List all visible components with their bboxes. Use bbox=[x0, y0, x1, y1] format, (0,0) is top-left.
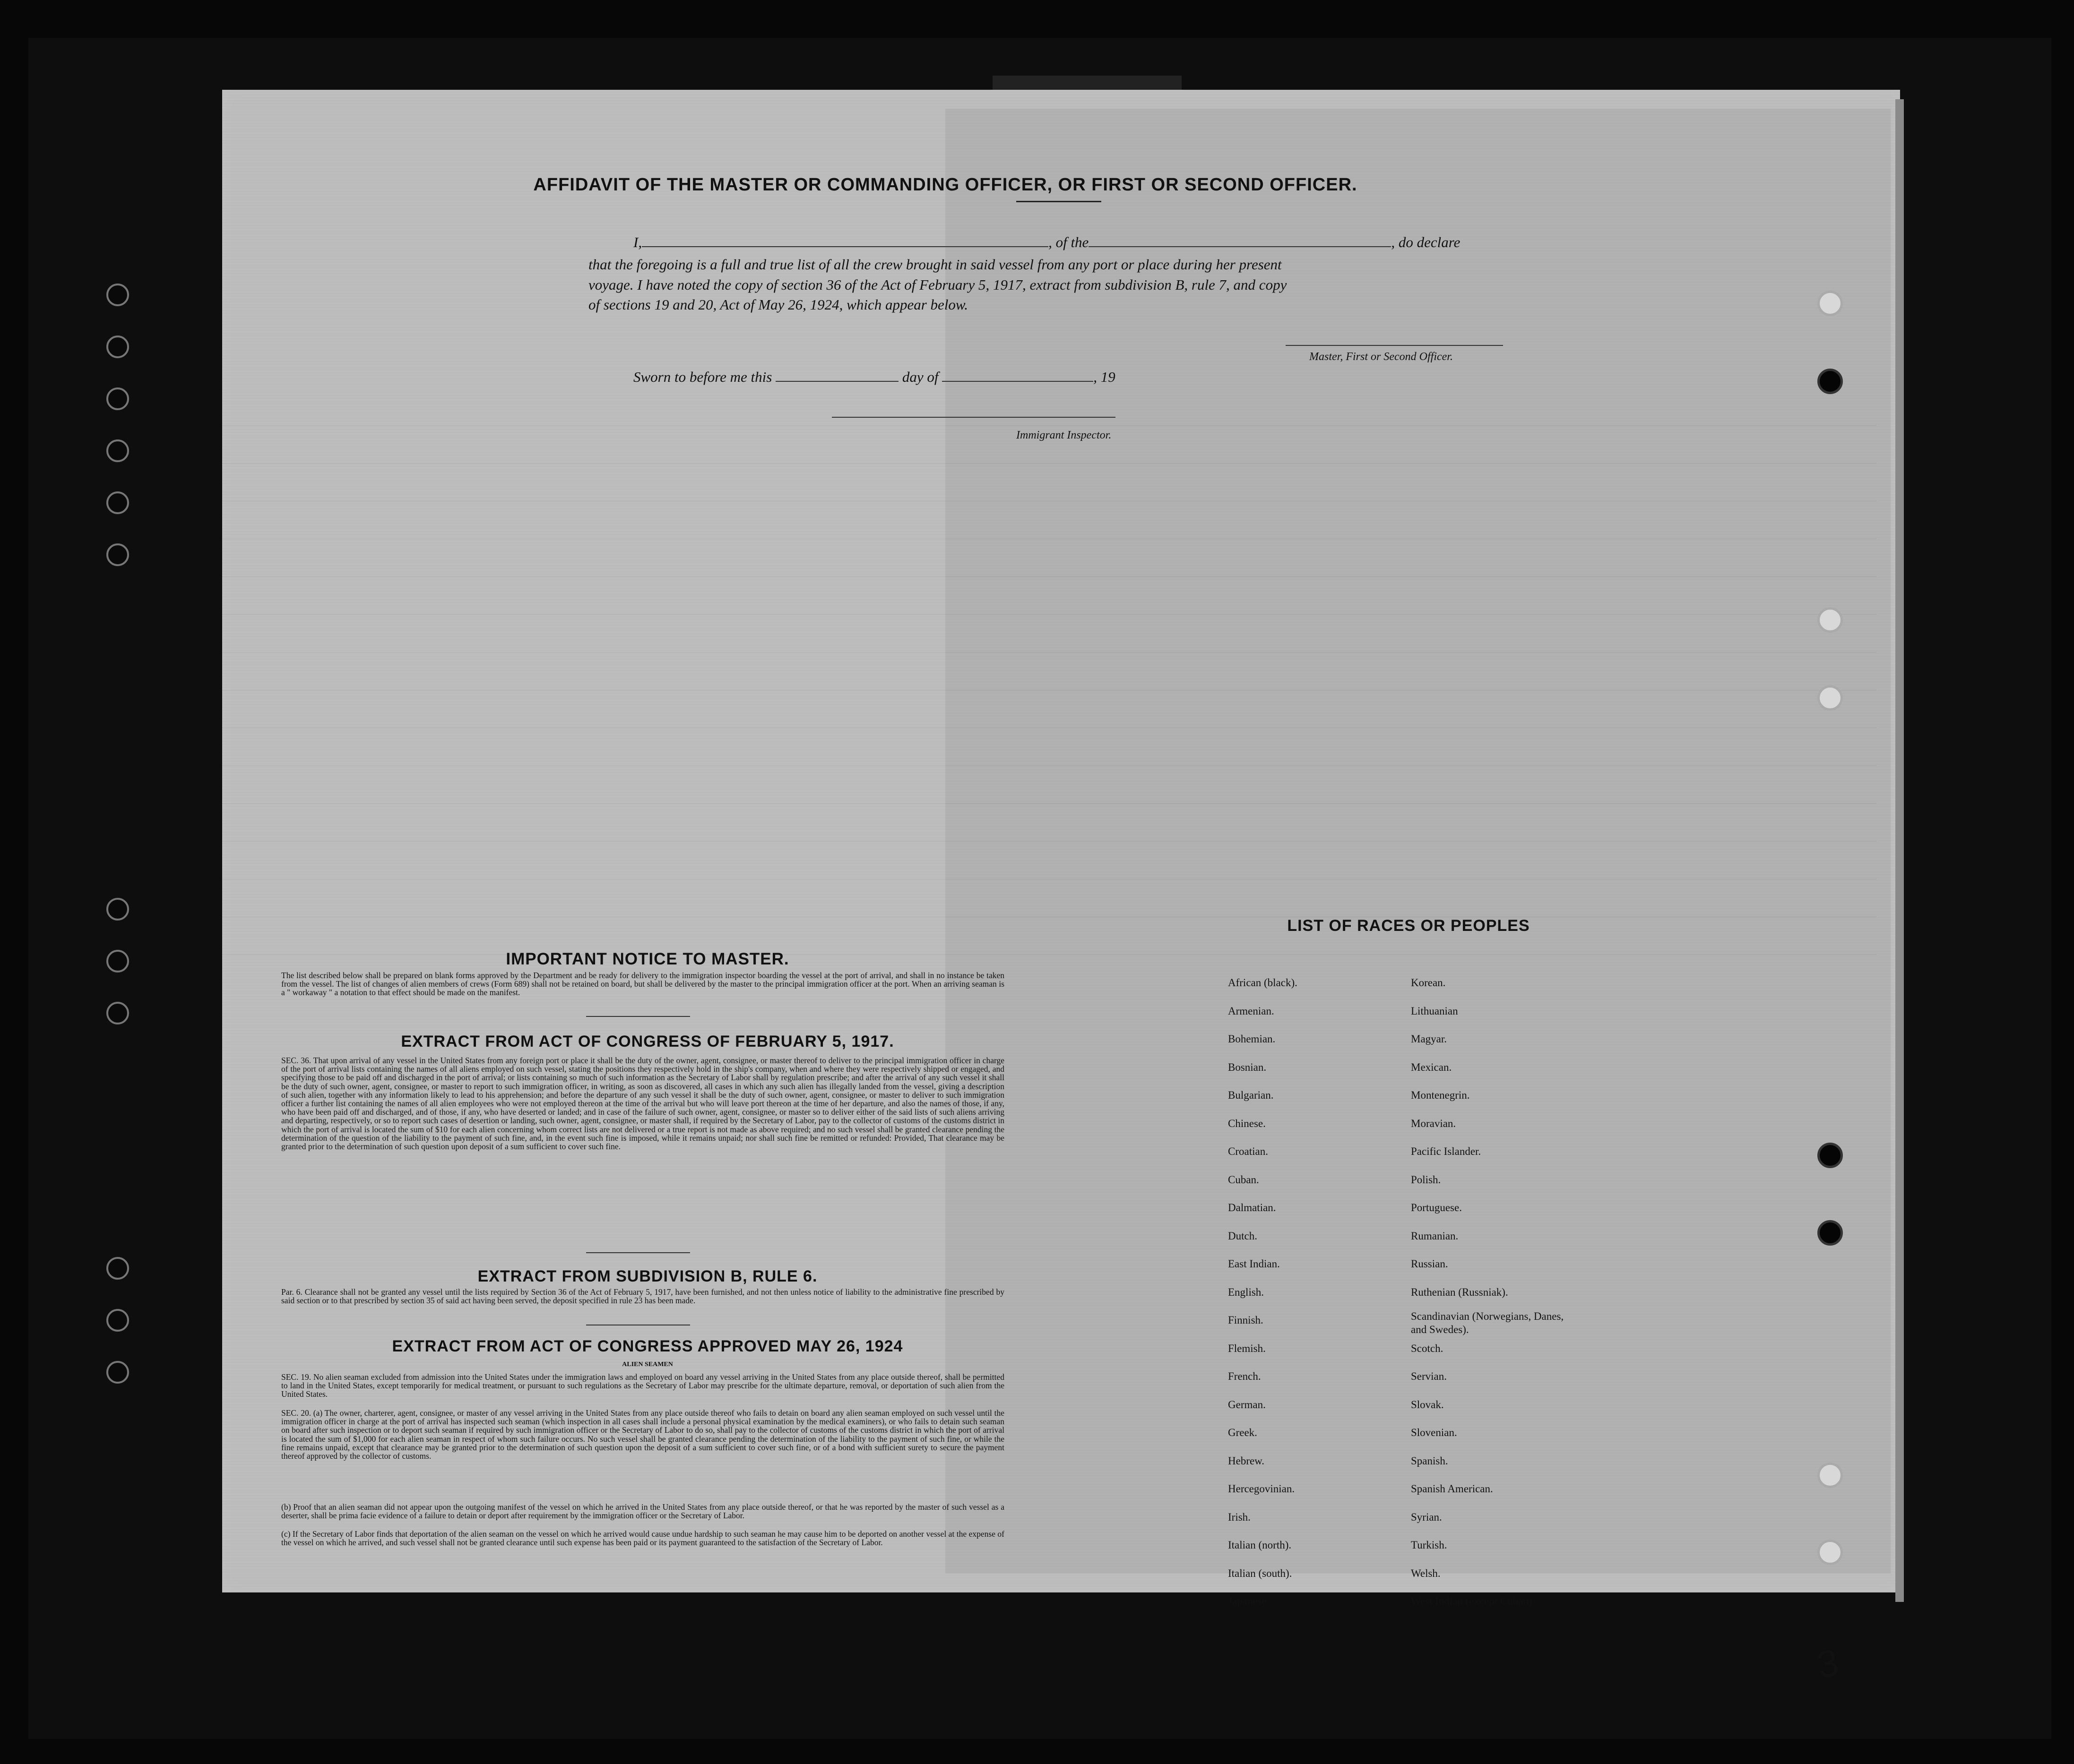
vessel-field[interactable] bbox=[1089, 234, 1391, 247]
alien-seamen-subtitle: ALIEN SEAMEN bbox=[622, 1361, 673, 1368]
race-item: Moravian. bbox=[1411, 1117, 1456, 1129]
sec20c-text: (c) If the Secretary of Labor finds that deportation of the alien seaman on the vessel on which he arrived would cause undue hardship to such seaman he may cause him to be deported on another vessel at the expense of the vessel on which he arrived, and such vessel shall not be granted clearance until such expense has been paid or its payment guaranteed to the satisfaction of the Secretary of Labor. bbox=[281, 1529, 1004, 1548]
affidavit-line-3: voyage. I have noted the copy of section 36 of the Act of February 5, 1917, extract from subdivision B, rule 7, and copy bbox=[588, 276, 1287, 293]
sworn-day-of: day of bbox=[902, 369, 939, 385]
race-item: Flemish. bbox=[1228, 1342, 1266, 1354]
race-item: Welsh. bbox=[1411, 1567, 1441, 1579]
affidavit-line-1 bbox=[633, 234, 1460, 251]
sec19-text: SEC. 19. No alien seaman excluded from admission into the United States under the immigration laws and employed on board any vessel arriving in the United States from any place outside thereof, shall be permitted to land in the United States, except temporarily for medical treatment, or pursuant to such regulations as the Secretary of Labor may prescribe for the ultimate departure, removal, or deportation of such alien from the United States. bbox=[281, 1372, 1004, 1399]
divider bbox=[586, 1016, 690, 1017]
extract-1917-title: EXTRACT FROM ACT OF CONGRESS OF FEBRUARY 5, 1917. bbox=[401, 1033, 894, 1050]
affidavit-line-2: that the foregoing is a full and true list of all the crew brought in said vessel from any port or place during her present bbox=[588, 256, 1282, 273]
race-item: Armenian. bbox=[1228, 1005, 1274, 1017]
race-item: Rumanian. bbox=[1411, 1230, 1459, 1242]
sec20b-text: (b) Proof that an alien seaman did not appear upon the outgoing manifest of the vessel on which he arrived in the United States from any place outside thereof, or that he was reported by the master of such vessel as a deserter, shall be prima facie evidence of a failure to detain or deport after requirement by the immigration officer or the Secretary of Labor. bbox=[281, 1502, 1004, 1521]
affidavit-title: AFFIDAVIT OF THE MASTER OR COMMANDING OFFICER, OR FIRST OR SECOND OFFICER. bbox=[533, 175, 1357, 195]
race-item: Spanish. bbox=[1411, 1454, 1448, 1467]
race-item: Korean. bbox=[1411, 977, 1446, 989]
race-item: Servian. bbox=[1411, 1370, 1447, 1382]
rule6-text: Par. 6. Clearance shall not be granted any vessel until the lists required by Section 36 of the Act of February 5, 1917, have been furnished, and not then unless notice of liability to the administrative fine prescribed by said section or to that prescribed by section 35 of said act having been served, the deposit specified in rule 23 has been made. bbox=[281, 1287, 1004, 1306]
race-item: Italian (north). bbox=[1228, 1539, 1292, 1551]
handwritten-page-number: 3 bbox=[1814, 1641, 1842, 1687]
page-edge bbox=[1895, 99, 1904, 1602]
races-left-column bbox=[1228, 969, 1297, 1616]
race-item: Irish. bbox=[1228, 1511, 1251, 1523]
affidavit-line-4: of sections 19 and 20, Act of May 26, 1924, which appear below. bbox=[588, 296, 968, 313]
notice-title: IMPORTANT NOTICE TO MASTER. bbox=[506, 950, 789, 968]
race-item: Scotch. bbox=[1411, 1342, 1443, 1354]
left-binding-holes bbox=[106, 284, 135, 1512]
inspector-signature-line[interactable] bbox=[832, 417, 1115, 418]
race-item: Russian. bbox=[1411, 1258, 1448, 1270]
sworn-line bbox=[633, 369, 1115, 386]
race-item: Syrian. bbox=[1411, 1511, 1442, 1523]
race-item: Magyar. bbox=[1411, 1033, 1447, 1045]
divider bbox=[586, 1252, 690, 1253]
race-item: Dutch. bbox=[1228, 1230, 1257, 1242]
race-item: Chinese. bbox=[1228, 1117, 1266, 1129]
race-item: African (black). bbox=[1228, 977, 1297, 989]
race-item: Finnish. bbox=[1228, 1314, 1263, 1326]
race-item: English. bbox=[1228, 1286, 1264, 1298]
race-item: French. bbox=[1228, 1370, 1261, 1382]
race-item: Bohemian. bbox=[1228, 1033, 1276, 1045]
race-item: Mexican. bbox=[1411, 1061, 1452, 1073]
race-item: Slovenian. bbox=[1411, 1427, 1457, 1438]
race-item: Slovak. bbox=[1411, 1398, 1444, 1411]
race-item: Spanish American. bbox=[1411, 1483, 1493, 1495]
race-item: Turkish. bbox=[1411, 1539, 1447, 1551]
race-item: West Indian (except Cuban). bbox=[1411, 1595, 1535, 1607]
race-item: German. bbox=[1228, 1398, 1266, 1411]
races-title: LIST OF RACES OR PEOPLES bbox=[1287, 917, 1530, 935]
race-item: Hebrew. bbox=[1228, 1454, 1265, 1467]
bleed-through-rows bbox=[222, 425, 1876, 992]
race-item: Portuguese. bbox=[1411, 1202, 1462, 1213]
races-right-column bbox=[1411, 969, 1581, 1616]
sworn-prefix: Sworn to before me this bbox=[633, 369, 772, 385]
race-item: Bosnian. bbox=[1228, 1061, 1267, 1073]
race-item: Pacific Islander. bbox=[1411, 1145, 1481, 1157]
race-item: Japanese. bbox=[1228, 1595, 1270, 1607]
race-item: Lithuanian bbox=[1411, 1005, 1458, 1017]
master-signature-line[interactable] bbox=[1286, 345, 1503, 346]
sworn-month-field[interactable] bbox=[942, 369, 1093, 382]
name-field[interactable] bbox=[642, 234, 1048, 247]
extract-1924-title: EXTRACT FROM ACT OF CONGRESS APPROVED MAY 26, 1924 bbox=[392, 1337, 903, 1355]
race-item: Ruthenian (Russniak). bbox=[1411, 1286, 1508, 1298]
affidavit-declare: , do declare bbox=[1391, 234, 1460, 250]
rule6-title: EXTRACT FROM SUBDIVISION B, RULE 6. bbox=[477, 1267, 818, 1285]
race-item: Scandinavian (Norwegians, Danes, and Swedes). bbox=[1411, 1310, 1564, 1335]
race-item: Greek. bbox=[1228, 1427, 1257, 1438]
race-item: Cuban. bbox=[1228, 1173, 1259, 1186]
race-item: East Indian. bbox=[1228, 1258, 1280, 1270]
notice-text: The list described below shall be prepared on blank forms approved by the Department and be ready for delivery to the immigration inspector boarding the vessel at the port of arrival, and shall in no instance be taken from the vessel. The list of changes of alien members of crews (Form 689) shall not be retained on board, but shall be delivered by the master to the principal immigration officer at the port. When an arriving seaman is a " workaway " a notation to that effect should be made on the manifest. bbox=[281, 971, 1004, 998]
race-item: Croatian. bbox=[1228, 1145, 1268, 1157]
race-item: Dalmatian. bbox=[1228, 1202, 1276, 1213]
affidavit-of-the: , of the bbox=[1048, 234, 1089, 250]
race-item: Montenegrin. bbox=[1411, 1089, 1470, 1101]
extract-1917-text: SEC. 36. That upon arrival of any vessel in the United States from any foreign port or place it shall be the duty of the owner, agent, consignee, or master thereof to deliver to the principal immigration officer in charge of the port of arrival lists containing the names of all aliens employed on such vessel, stating the positions they respectively hold in the ship's company, when and where they were respectively shipped or engaged, and specifying those to be paid off and discharged in the port of arrival; or lists containing so much of such information as the Secretary of Labor shall by regulation prescribe; and after the arrival of any such vessel it shall be the duty of such owner, agent, consignee, or master to report to such immigration officer, in writing, as soon as discovered, all cases in which any such alien has illegally landed from the vessel, giving a description of such alien, together with any information likely to lead to his apprehension; and before the departure of any such vessel it shall be the duty of such owner, agent, consignee, or master to deliver to such immigration officer a further list containing the names of all alien employees who were not employed thereon at the time of the arrival but who will leave port thereon at the time of her departure, and also the names of those, if any, who have been paid off and discharged, and of those, if any, who have deserted or landed; and in case of the failure of such owner, agent, consignee, or master so to deliver either of the said lists of such aliens arriving and departing, respectively, or so to report such cases of desertion or landing, such owner, agent, consignee, or master shall, if required by the Secretary of Labor, pay to the collector of customs of the customs district in which the port of arrival is located the sum of $10 for each alien concerning whom correct lists are not delivered or a true report is not made as above required; and no such vessel shall be granted clearance pending the determination of the question of the liability to the payment of such fine, and, in the event such fine is imposed, while it remains unpaid; nor shall such fine be remitted or refunded: Provided, That clearance may be granted prior to the determination of such question upon deposit of a sum sufficient to cover such fine. bbox=[281, 1056, 1004, 1152]
sec20a-text: SEC. 20. (a) The owner, charterer, agent, consignee, or master of any vessel arriving in the United States from any place outside thereof who fails to detain on board any alien seaman employed on such vessel until the immigration officer in charge at the port of arrival has inspected such seaman (which inspection in all cases shall include a personal physical examination by the medical examiners), or who fails to detain such seaman on board after such inspection or to deport such seaman if required by such immigration officer or the Secretary of Labor to do so, shall pay to the collector of customs of the customs district in which the port of arrival is located the sum of $1,000 for each alien seaman in respect of whom such failure occurs. No such vessel shall be granted clearance pending the determination of the liability to the payment of such fine, or while the fine remains unpaid, except that clearance may be granted prior to the determination of such question upon the deposit of a sum sufficient to cover such fine, or of a bond with sufficient surety to secure the payment thereof approved by the collector of customs. bbox=[281, 1408, 1004, 1461]
race-item: Bulgarian. bbox=[1228, 1089, 1274, 1101]
sworn-year: , 19 bbox=[1093, 369, 1115, 385]
race-item: Hercegovinian. bbox=[1228, 1483, 1295, 1495]
inspector-label: Immigrant Inspector. bbox=[1016, 429, 1112, 441]
race-item: Italian (south). bbox=[1228, 1567, 1292, 1579]
master-label: Master, First or Second Officer. bbox=[1309, 351, 1453, 363]
sworn-day-field[interactable] bbox=[776, 369, 899, 382]
affidavit-i: I, bbox=[633, 234, 642, 250]
race-item: Polish. bbox=[1411, 1173, 1441, 1186]
title-rule bbox=[1016, 201, 1101, 202]
